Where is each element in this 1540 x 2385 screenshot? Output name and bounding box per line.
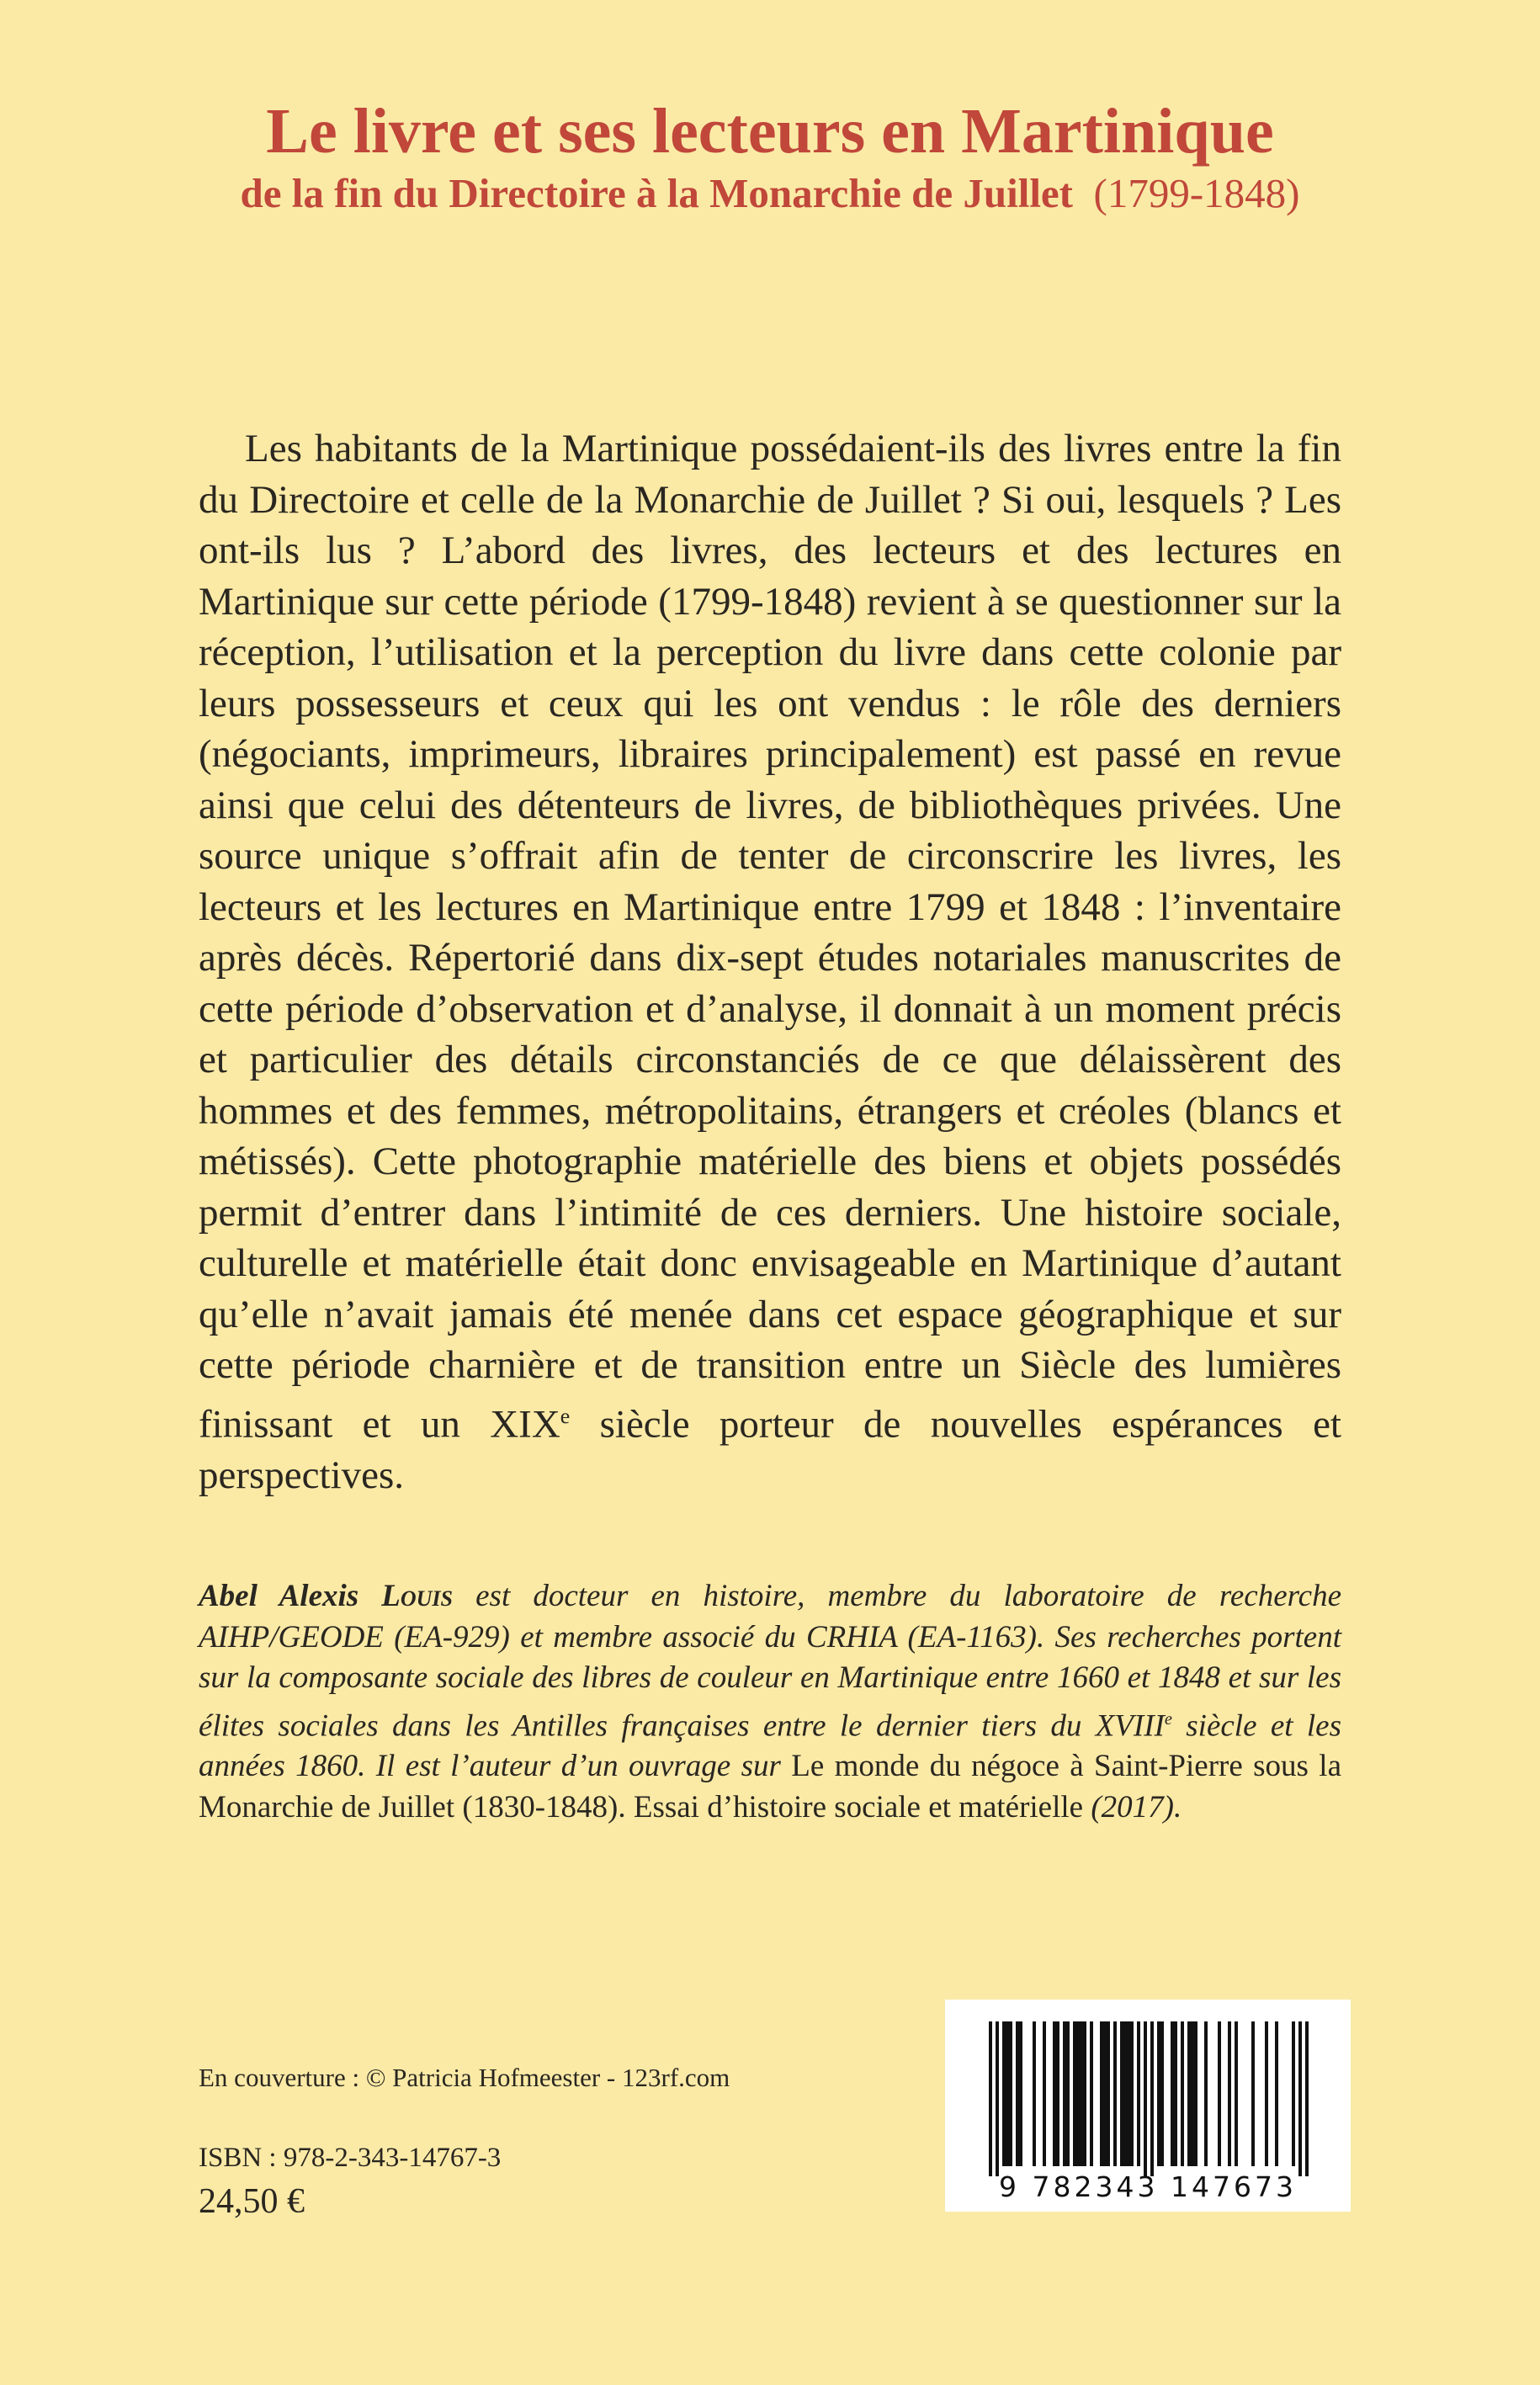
barcode <box>945 2000 1351 2212</box>
barcode-bar <box>1171 2021 1174 2166</box>
subtitle-years: (1799-1848) <box>1093 170 1300 216</box>
barcode-bar <box>996 2021 999 2176</box>
price: 24,50 € <box>199 2182 305 2221</box>
barcode-bar <box>1016 2021 1019 2166</box>
barcode-bar <box>1033 2021 1036 2166</box>
barcode-bar <box>1137 2021 1140 2166</box>
author-bio <box>199 1576 1341 1828</box>
bio-book-year: (2017). <box>1083 1789 1182 1825</box>
barcode-bar <box>1103 2021 1107 2166</box>
author-last-name: Louis <box>381 1579 454 1613</box>
barcode-bar <box>1228 2021 1231 2166</box>
barcode-bar <box>1083 2021 1086 2166</box>
summary-text-2: siècle porteur de nouvelles espérances et perspectives. <box>199 1402 1341 1497</box>
barcode-bar <box>1251 2021 1255 2166</box>
barcode-bar <box>1150 2021 1154 2176</box>
isbn: ISBN : 978-2-343-14767-3 <box>199 2143 502 2173</box>
barcode-bar <box>1160 2021 1164 2166</box>
summary-superscript: e <box>560 1403 571 1428</box>
barcode-bar <box>1100 2021 1103 2166</box>
barcode-bar <box>1218 2021 1221 2166</box>
bio-text-1: est docteur en histoire, membre du laboratoire de recherche AIHP/GEODE (EA-929) et membre associé du CRHIA (EA-1163). Ses recherches portent sur la composante sociale des libres de couleur en Martinique entre 1660 et 1848 et sur les élites sociales dans les Antilles françaises entre le dernier tiers du XVIII <box>199 1579 1341 1743</box>
cover-credit: En couverture : © Patricia Hofmeester - 123rf.com <box>199 2063 730 2092</box>
barcode-bar <box>1043 2021 1046 2166</box>
subtitle-text: de la fin du Directoire à la Monarchie de Juillet <box>240 170 1073 216</box>
barcode-bar <box>1144 2021 1147 2176</box>
barcode-bar <box>1235 2021 1238 2166</box>
barcode-bar <box>1002 2021 1006 2166</box>
barcode-bar <box>1187 2021 1191 2166</box>
barcode-bar <box>1265 2021 1268 2166</box>
barcode-bar <box>1073 2021 1076 2166</box>
barcode-bar <box>1174 2021 1177 2166</box>
barcode-bar <box>1181 2021 1184 2166</box>
barcode-bar <box>1157 2021 1160 2166</box>
book-title: Le livre et ses lecteurs en Martinique <box>266 96 1274 167</box>
barcode-bar <box>1113 2021 1117 2166</box>
barcode-bar <box>1130 2021 1134 2166</box>
barcode-bar <box>1194 2021 1197 2166</box>
book-subtitle <box>0 170 1540 216</box>
summary-paragraph <box>199 423 1341 1501</box>
barcode-bar <box>989 2021 992 2176</box>
barcode-bar <box>1090 2021 1093 2166</box>
barcode-bar <box>1275 2021 1278 2166</box>
bio-book-title: Le monde du négoce à Saint-Pierre sous la Monarchie de Juillet (1830-1848). Essai d’histoire sociale et matérielle <box>199 1749 1342 1825</box>
barcode-bar <box>1298 2021 1302 2176</box>
bio-superscript: e <box>1164 1709 1172 1729</box>
barcode-bar <box>1009 2021 1012 2166</box>
barcode-bar <box>1063 2021 1066 2166</box>
bio-text-2: siècle et les années 1860. Il est l’auteur d’un ouvrage sur <box>199 1708 1341 1784</box>
barcode-bar <box>1107 2021 1110 2166</box>
author-first-name: Abel Alexis <box>199 1579 382 1613</box>
barcode-bar <box>1006 2021 1009 2166</box>
barcode-bar <box>1053 2021 1056 2166</box>
barcode-bar <box>1080 2021 1083 2166</box>
barcode-bar <box>1191 2021 1194 2166</box>
barcode-bar <box>1076 2021 1080 2166</box>
barcode-bar <box>1123 2021 1127 2166</box>
barcode-bar <box>1292 2021 1295 2166</box>
barcode-bar <box>1066 2021 1070 2166</box>
barcode-bar <box>1204 2021 1208 2166</box>
barcode-bar <box>1056 2021 1059 2166</box>
barcode-bar <box>1120 2021 1123 2166</box>
barcode-bar <box>1019 2021 1022 2166</box>
summary-text-1: Les habitants de la Martinique possédaient-ils des livres entre la fin du Directoire et celle de la Monarchie de Juillet ? Si oui, lesquels ? Les ont-ils lus ? L’abord des livres, des lecteurs et des lectures en Martinique sur cette période (1799-1848) revient à se questionner sur la réception, l’utilisation et la perception du livre dans cette colonie par leurs possesseurs et ceux qui les ont vendus : le rôle des derniers (négociants, imprimeurs, libraires principalement) est passé en revue ainsi que celui des détenteurs de livres, de bibliothèques privées. Une source unique s’offrait afin de tenter de circonscrire les livres, les lecteurs et les lectures en Martinique entre 1799 et 1848 : l’inventaire après décès. Répertorié dans dix-sept études notariales manuscrites de cette période d’observation et d’analyse, il donnait à un moment précis et particulier des détails circonstanciés de ce que délaissèrent des hommes et des femmes, métropolitains, étrangers et créoles (blancs et métissés). Cette photographie matérielle des biens et objets possédés permit d’entrer dans l’intimité de ces derniers. Une histoire sociale, culturelle et matérielle était donc envisageable en Martinique d’autant qu’elle n’avait jamais été menée dans cet espace géographique et sur cette période charnière et de transition entre un Siècle des lumières finissant et un XIX <box>199 427 1341 1447</box>
barcode-digits: 9 782343 147673 <box>999 2170 1297 2203</box>
barcode-bar <box>1305 2021 1309 2176</box>
barcode-bar <box>1127 2021 1130 2166</box>
